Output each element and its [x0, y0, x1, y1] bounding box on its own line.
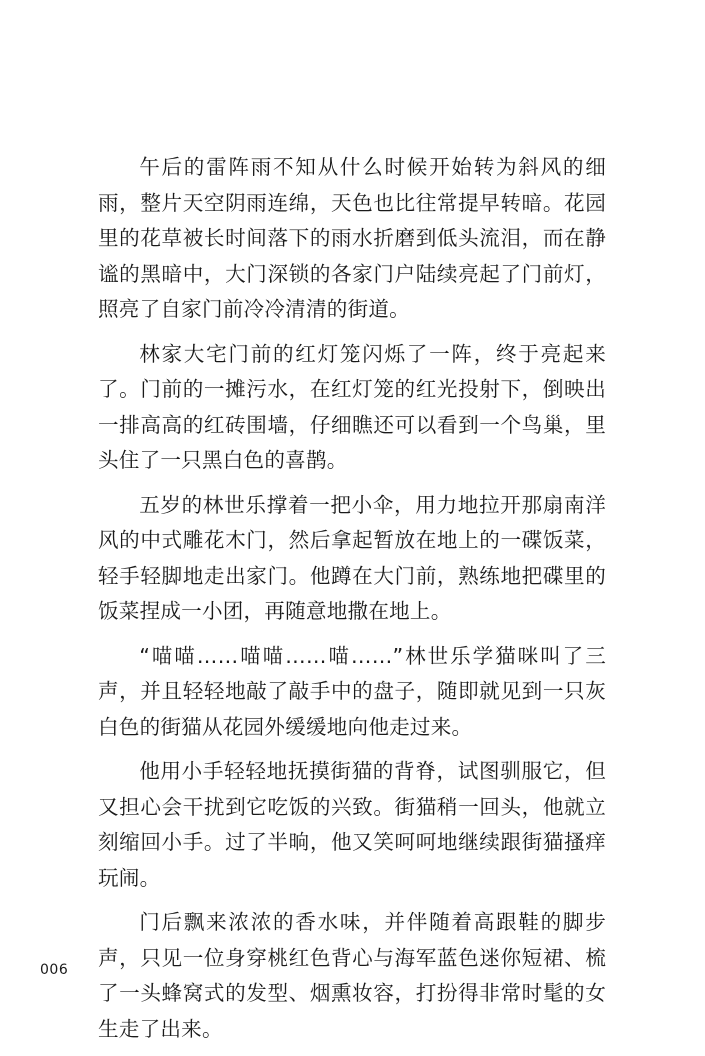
- paragraph-6: 门后飘来浓浓的香水味，并伴随着高跟鞋的脚步声，只见一位身穿桃红色背心与海军蓝色迷你短裙、梳了一头蜂窝式的发型、烟熏妆容，打扮得非常时髦的女生走了出来。: [98, 910, 606, 1041]
- page-number: 006: [40, 962, 69, 978]
- paragraph-4: “喵喵……喵喵……喵……”林世乐学猫咪叫了三声，并且轻轻地敲了敲手中的盘子，随即就见到一只灰白色的街猫从花园外缓缓地向他走过来。: [98, 643, 606, 739]
- paragraph-1: 午后的雷阵雨不知从什么时候开始转为斜风的细雨，整片天空阴雨连绵，天色也比往常提早转暗。花园里的花草被长时间落下的雨水折磨到低头流泪，而在静谧的黑暗中，大门深锁的各家门户陆续亮起了门前灯，照亮了自家门前冷冷清清的街道。: [98, 155, 606, 321]
- paragraph-2: 林家大宅门前的红灯笼闪烁了一阵，终于亮起来了。门前的一摊污水，在红灯笼的红光投射下，倒映出一排高高的红砖围墙，仔细瞧还可以看到一个鸟巢，里头住了一只黑白色的喜鹊。: [98, 341, 606, 472]
- body-text: [98, 150, 606, 1056]
- paragraph-3: 五岁的林世乐撑着一把小伞，用力地拉开那扇南洋风的中式雕花木门，然后拿起暂放在地上的一碟饭菜，轻手轻脚地走出家门。他蹲在大门前，熟练地把碟里的饭菜捏成一小团，再随意地撒在地上。: [98, 492, 606, 623]
- paragraph-5: 他用小手轻轻地抚摸街猫的背脊，试图驯服它，但又担心会干扰到它吃饭的兴致。街猫稍一回头，他就立刻缩回小手。过了半晌，他又笑呵呵地继续跟街猫搔痒玩闹。: [98, 759, 606, 890]
